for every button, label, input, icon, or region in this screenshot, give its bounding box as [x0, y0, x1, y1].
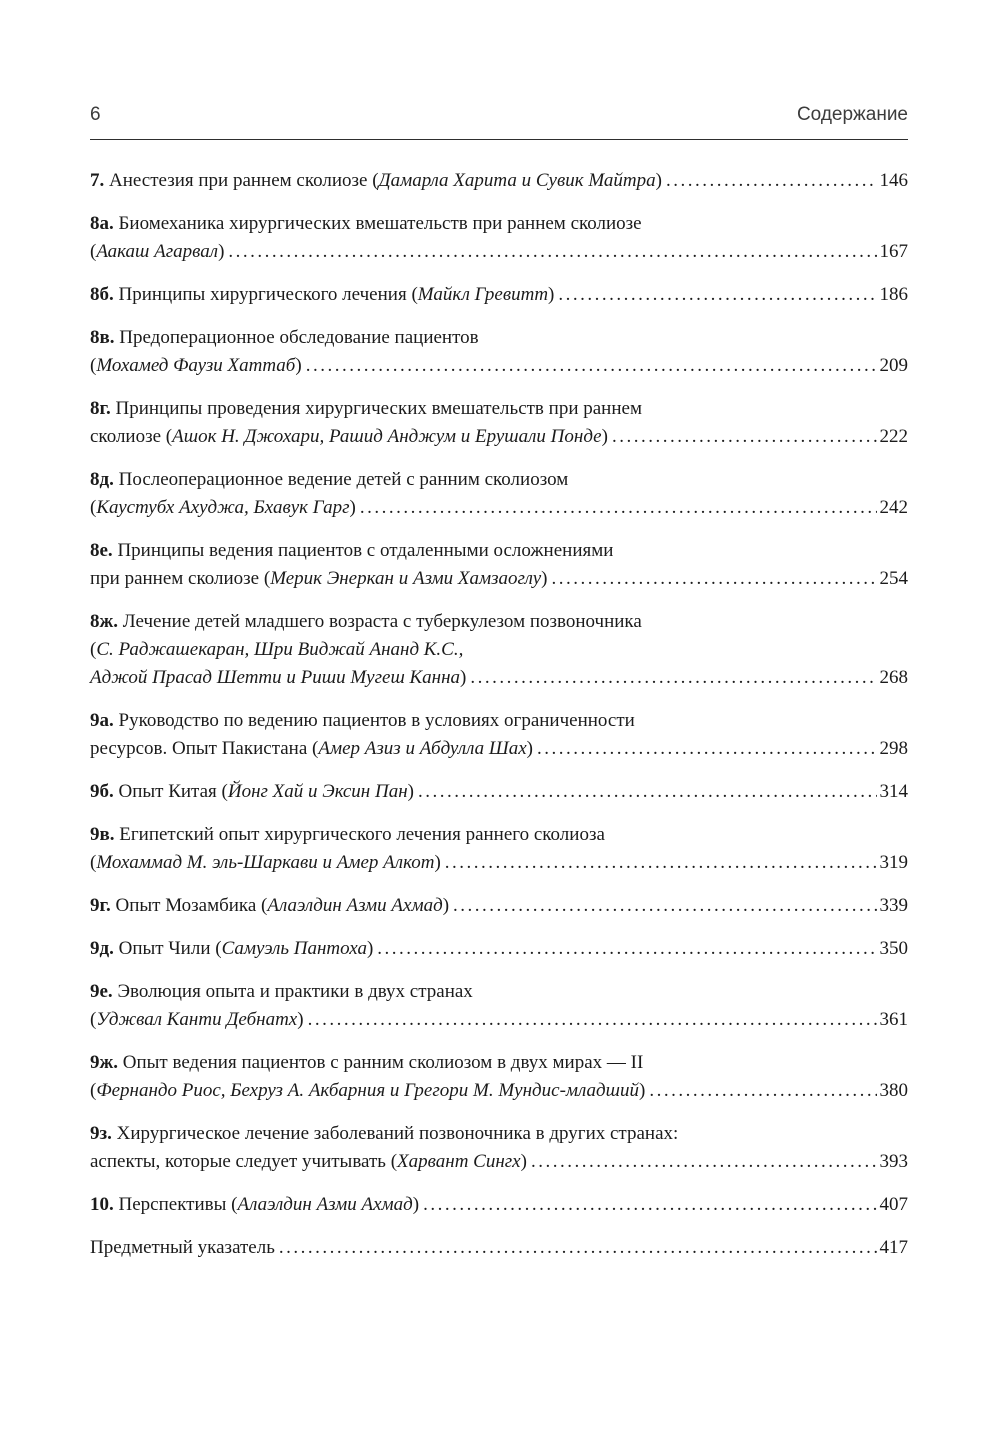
- dot-leader: [649, 1077, 876, 1105]
- entry-page-number: 298: [879, 738, 908, 759]
- entry-title: Опыт ведения пациентов с ранним сколиозом в двух мирах — II: [118, 1052, 644, 1073]
- entry-authors: Алаэлдин Азми Ахмад: [267, 895, 443, 916]
- entry-page-number: 350: [879, 938, 908, 959]
- entry-authors: Майкл Гревитт: [417, 284, 549, 305]
- dot-leader: [308, 1006, 877, 1034]
- entry-number: 8е.: [90, 540, 113, 561]
- toc-entry: [90, 466, 908, 522]
- entry-page-number: 314: [879, 781, 908, 802]
- entry-title: Хирургическое лечение заболеваний позвоночника в других странах:: [111, 1123, 679, 1144]
- entry-number: 8а.: [90, 213, 114, 234]
- entry-title: Принципы ведения пациентов с отдаленными осложнениями: [112, 540, 614, 561]
- toc-entry: [90, 1234, 908, 1262]
- dot-leader: [306, 352, 877, 380]
- entry-number: 9д.: [90, 938, 114, 959]
- dot-leader: [279, 1234, 877, 1262]
- entry-title: ): [442, 895, 450, 916]
- toc-entry: [90, 821, 908, 877]
- entry-authors: Каустубх Ахуджа, Бхавук Гарг: [96, 497, 350, 518]
- toc-entry: [90, 778, 908, 806]
- entry-page-number: 380: [879, 1080, 908, 1101]
- entry-title: ): [655, 170, 662, 191]
- toc-text: [90, 565, 547, 593]
- entry-number: 9г.: [90, 895, 111, 916]
- toc-line: [90, 1120, 908, 1148]
- toc-text: [90, 398, 642, 419]
- entry-number: 8д.: [90, 469, 114, 490]
- toc-text: [90, 1006, 304, 1034]
- toc-line: [90, 281, 908, 309]
- toc-text: [90, 735, 533, 763]
- toc-line: [90, 1049, 908, 1077]
- toc-entry: [90, 1120, 908, 1176]
- toc-text: [90, 213, 642, 234]
- toc-entry: [90, 537, 908, 593]
- entry-authors: Харвант Сингх: [397, 1151, 521, 1172]
- toc-entry: [90, 1049, 908, 1105]
- toc-entry: [90, 395, 908, 451]
- entry-authors: Дамарла Харита и Сувик Майтра: [378, 170, 656, 191]
- entry-number: 9в.: [90, 824, 115, 845]
- toc-line: [90, 1191, 908, 1219]
- toc-line: [90, 1234, 908, 1262]
- toc-line: [90, 978, 908, 1006]
- entry-title: ): [541, 568, 548, 589]
- entry-authors: Аджой Прасад Шетти и Риши Мугеш Канна: [90, 667, 460, 688]
- entry-page-number: 254: [879, 568, 908, 589]
- toc-entry: [90, 1191, 908, 1219]
- toc-line: [90, 1077, 908, 1105]
- toc-text: [90, 469, 568, 490]
- entry-title: Опыт Чили (: [113, 938, 222, 959]
- toc-line: [90, 494, 908, 522]
- entry-title: Предметный указатель: [90, 1237, 275, 1258]
- entry-title: Опыт Мозамбика (: [110, 895, 268, 916]
- entry-title: ): [349, 497, 356, 518]
- entry-authors: Йонг Хай и Эксин Пан: [227, 781, 408, 802]
- header-title: Содержание: [796, 104, 908, 125]
- toc-line: [90, 608, 908, 636]
- entry-title: Руководство по ведению пациентов в условиях ограниченности: [113, 710, 635, 731]
- entry-title: (: [90, 1009, 97, 1030]
- toc-entry: [90, 892, 908, 920]
- dot-leader: [551, 565, 876, 593]
- toc-text: [90, 494, 356, 522]
- entry-title: ): [460, 667, 467, 688]
- entry-number: 9а.: [90, 710, 114, 731]
- toc-line: [90, 664, 908, 692]
- toc-text: [90, 778, 414, 806]
- entry-title: ): [407, 781, 414, 802]
- entry-title: Перспективы (: [113, 1194, 238, 1215]
- entry-title: (: [90, 639, 97, 660]
- entry-page-number: 146: [879, 170, 908, 191]
- toc-line: [90, 324, 908, 352]
- entry-number: 8в.: [90, 327, 115, 348]
- toc-text: [90, 981, 473, 1002]
- entry-title: ): [297, 1009, 304, 1030]
- entry-title: (: [90, 355, 97, 376]
- toc-line: [90, 935, 908, 963]
- toc-line: [90, 778, 908, 806]
- entry-page-number: 209: [879, 355, 908, 376]
- toc-text: [90, 1077, 645, 1105]
- toc-text: [90, 710, 635, 731]
- dot-leader: [537, 735, 877, 763]
- toc-text: [90, 849, 441, 877]
- entry-number: 9ж.: [90, 1052, 119, 1073]
- entry-number: 7.: [90, 170, 105, 191]
- page-number: 6: [90, 104, 101, 125]
- toc-line: [90, 636, 908, 664]
- entry-title: ): [434, 852, 441, 873]
- dot-leader: [418, 778, 877, 806]
- dot-leader: [666, 167, 877, 195]
- dot-leader: [445, 849, 877, 877]
- toc-line: [90, 1006, 908, 1034]
- entry-title: (: [90, 241, 97, 262]
- toc-line: [90, 423, 908, 451]
- page-header: [90, 104, 908, 140]
- entry-title: ресурсов. Опыт Пакистана (: [90, 738, 319, 759]
- entry-number: 9б.: [90, 781, 114, 802]
- entry-number: 9е.: [90, 981, 113, 1002]
- entry-title: Эволюция опыта и практики в двух странах: [112, 981, 473, 1002]
- toc-entry: [90, 935, 908, 963]
- toc-text: [90, 1123, 678, 1144]
- entry-authors: Фернандо Риос, Бехруз А. Акбарния и Грегори М. Мундис-младший: [96, 1080, 640, 1101]
- entry-title: ): [526, 738, 533, 759]
- entry-authors: Мохамед Фаузи Хаттаб: [96, 355, 296, 376]
- toc-entry: [90, 978, 908, 1034]
- toc-text: [90, 824, 605, 845]
- entry-authors: Мохаммад М. эль-Шаркави и Амер Алкот: [96, 852, 435, 873]
- entry-title: ): [548, 284, 555, 305]
- entry-title: Принципы хирургического лечения (: [113, 284, 418, 305]
- dot-leader: [423, 1191, 876, 1219]
- toc-line: [90, 395, 908, 423]
- entry-authors: Аакаш Агарвал: [96, 241, 219, 262]
- toc-text: [90, 281, 554, 309]
- toc-text: [90, 611, 642, 632]
- entry-page-number: 268: [879, 667, 908, 688]
- toc-text: [90, 352, 302, 380]
- toc-line: [90, 849, 908, 877]
- toc-text: [90, 540, 613, 561]
- entry-title: ): [295, 355, 302, 376]
- toc-text: [90, 639, 463, 660]
- entry-authors: Амер Азиз и Абдулла Шах: [318, 738, 527, 759]
- toc-text: [90, 167, 662, 195]
- entry-title: (: [90, 852, 97, 873]
- toc-line: [90, 735, 908, 763]
- entry-number: 8б.: [90, 284, 114, 305]
- entry-page-number: 242: [879, 497, 908, 518]
- toc-line: [90, 167, 908, 195]
- dot-leader: [228, 238, 876, 266]
- entry-page-number: 361: [879, 1009, 908, 1030]
- entry-page-number: 167: [879, 241, 908, 262]
- entry-number: 10.: [90, 1194, 114, 1215]
- dot-leader: [377, 935, 876, 963]
- entry-title: Анестезия при раннем сколиозе (: [104, 170, 379, 191]
- toc-text: [90, 1234, 275, 1262]
- toc-text: [90, 423, 608, 451]
- toc-entry: [90, 281, 908, 309]
- entry-title: ): [601, 426, 608, 447]
- entry-title: при раннем сколиозе (: [90, 568, 271, 589]
- entry-page-number: 393: [879, 1151, 908, 1172]
- entry-page-number: 407: [879, 1194, 908, 1215]
- entry-title: Египетский опыт хирургического лечения раннего сколиоза: [114, 824, 605, 845]
- entry-authors: С. Раджашекаран, Шри Виджай Ананд К.С.,: [96, 639, 464, 660]
- entry-title: аспекты, которые следует учитывать (: [90, 1151, 398, 1172]
- entry-title: Лечение детей младшего возраста с туберкулезом позвоночника: [118, 611, 642, 632]
- toc-line: [90, 466, 908, 494]
- entry-title: ): [520, 1151, 527, 1172]
- entry-authors: Уджвал Канти Дебнатх: [96, 1009, 298, 1030]
- entry-page-number: 417: [879, 1237, 908, 1258]
- toc-text: [90, 327, 479, 348]
- dot-leader: [453, 892, 876, 920]
- dot-leader: [470, 664, 876, 692]
- toc-entry: [90, 167, 908, 195]
- entry-authors: Самуэль Пантоха: [221, 938, 367, 959]
- entry-title: Биомеханика хирургических вмешательств при раннем сколиозе: [113, 213, 642, 234]
- toc-entry: [90, 210, 908, 266]
- toc-line: [90, 238, 908, 266]
- toc-text: [90, 664, 466, 692]
- entry-authors: Ашок Н. Джохари, Рашид Анджум и Ерушали Понде: [172, 426, 602, 447]
- toc-line: [90, 707, 908, 735]
- toc-text: [90, 1148, 527, 1176]
- entry-title: Предоперационное обследование пациентов: [114, 327, 479, 348]
- toc-line: [90, 565, 908, 593]
- entry-title: Послеоперационное ведение детей с ранним сколиозом: [113, 469, 569, 490]
- entry-number: 8г.: [90, 398, 111, 419]
- toc-text: [90, 238, 224, 266]
- entry-title: ): [639, 1080, 646, 1101]
- toc-line: [90, 892, 908, 920]
- toc-entry: [90, 324, 908, 380]
- entry-title: (: [90, 1080, 97, 1101]
- toc-text: [90, 1191, 419, 1219]
- toc-line: [90, 1148, 908, 1176]
- toc-list: [90, 167, 908, 1262]
- entry-title: ): [218, 241, 225, 262]
- toc-line: [90, 537, 908, 565]
- toc-line: [90, 352, 908, 380]
- entry-title: сколиозе (: [90, 426, 173, 447]
- toc-entry: [90, 608, 908, 692]
- entry-title: ): [412, 1194, 420, 1215]
- toc-line: [90, 210, 908, 238]
- entry-number: 9з.: [90, 1123, 112, 1144]
- entry-title: Опыт Китая (: [113, 781, 228, 802]
- toc-text: [90, 1052, 643, 1073]
- entry-title: Принципы проведения хирургических вмешательств при раннем: [110, 398, 642, 419]
- toc-line: [90, 821, 908, 849]
- entry-page-number: 319: [879, 852, 908, 873]
- entry-number: 8ж.: [90, 611, 119, 632]
- dot-leader: [612, 423, 877, 451]
- dot-leader: [531, 1148, 877, 1176]
- entry-title: ): [366, 938, 374, 959]
- entry-page-number: 222: [879, 426, 908, 447]
- entry-authors: Алаэлдин Азми Ахмад: [237, 1194, 413, 1215]
- entry-page-number: 186: [879, 284, 908, 305]
- entry-authors: Мерик Энеркан и Азми Хамзаоглу: [270, 568, 542, 589]
- entry-title: (: [90, 497, 97, 518]
- toc-text: [90, 935, 373, 963]
- toc-text: [90, 892, 449, 920]
- dot-leader: [558, 281, 876, 309]
- toc-entry: [90, 707, 908, 763]
- entry-page-number: 339: [879, 895, 908, 916]
- dot-leader: [360, 494, 877, 522]
